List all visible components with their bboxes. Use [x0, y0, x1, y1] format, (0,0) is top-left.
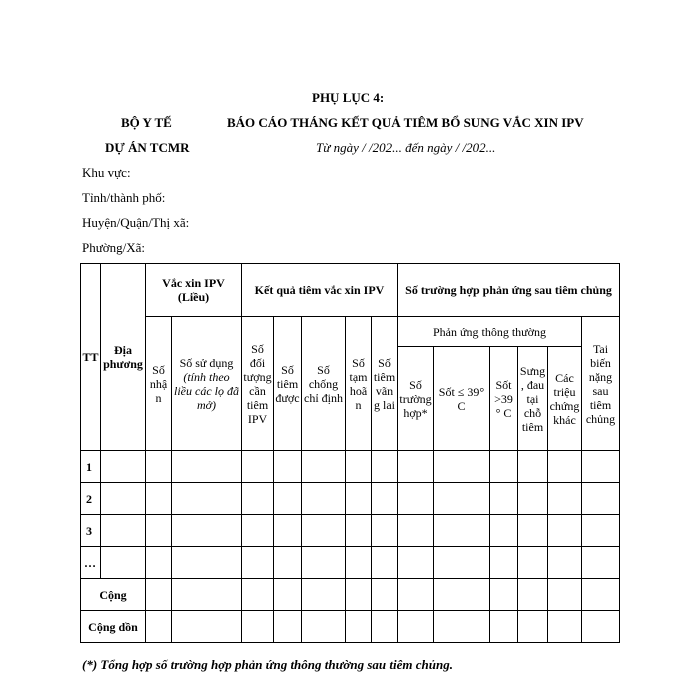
- table-cell[interactable]: [172, 483, 242, 515]
- table-cell[interactable]: [582, 515, 620, 547]
- react-fever-high: Sốt >39 ° C: [490, 347, 518, 451]
- table-cell[interactable]: [518, 483, 548, 515]
- row-ellipsis: …: [81, 547, 101, 579]
- table-cell[interactable]: [398, 611, 434, 643]
- table-cell[interactable]: [274, 579, 302, 611]
- table-cell[interactable]: [490, 515, 518, 547]
- table-cell[interactable]: [346, 515, 372, 547]
- table-cell[interactable]: [434, 483, 490, 515]
- table-cell[interactable]: [518, 451, 548, 483]
- vaccine-received: Số nhận: [146, 317, 172, 451]
- table-cell[interactable]: [146, 515, 172, 547]
- res-contraindicated: Số chống chỉ định: [302, 317, 346, 451]
- react-cases: Số trường hợp*: [398, 347, 434, 451]
- table-cell[interactable]: [518, 547, 548, 579]
- table-cell[interactable]: [518, 515, 548, 547]
- table-cell[interactable]: [274, 515, 302, 547]
- group-results: Kết quả tiêm vắc xin IPV: [242, 264, 398, 317]
- appendix-label: PHỤ LỤC 4:: [312, 90, 385, 105]
- table-cell[interactable]: [242, 483, 274, 515]
- region-field: Khu vực:: [82, 165, 131, 180]
- table-cell[interactable]: [434, 515, 490, 547]
- cumulative-row: [81, 611, 620, 643]
- table-cell[interactable]: [146, 579, 172, 611]
- vaccine-used-label: Số sử dụng: [179, 355, 234, 370]
- table-cell[interactable]: [101, 451, 146, 483]
- table-cell[interactable]: [582, 451, 620, 483]
- table-cell[interactable]: [434, 451, 490, 483]
- res-catchup: Số tiêm vãng lai: [372, 317, 398, 451]
- table-cell[interactable]: [518, 579, 548, 611]
- table-row: [81, 515, 620, 547]
- table-cell[interactable]: [302, 483, 346, 515]
- table-cell[interactable]: [172, 547, 242, 579]
- table-cell[interactable]: [146, 547, 172, 579]
- res-target: Số đối tượng cần tiêm IPV: [242, 317, 274, 451]
- table-cell[interactable]: [242, 515, 274, 547]
- province-field: Tỉnh/thành phố:: [82, 190, 166, 205]
- table-cell[interactable]: [172, 515, 242, 547]
- react-swelling: Sưng, đau tại chỗ tiêm: [518, 347, 548, 451]
- table-cell[interactable]: [172, 451, 242, 483]
- table-cell[interactable]: [490, 547, 518, 579]
- ward-field: Phường/Xã:: [82, 240, 146, 255]
- cumulative-label: Cộng dồn: [81, 611, 146, 643]
- table-cell[interactable]: [548, 611, 582, 643]
- table-row: [81, 451, 620, 483]
- table-cell[interactable]: [346, 611, 372, 643]
- footnote: (*) Tổng hợp số trường hợp phản ứng thông thường sau tiêm chủng.: [82, 657, 453, 672]
- table-cell[interactable]: [274, 483, 302, 515]
- table-cell[interactable]: [434, 611, 490, 643]
- vaccine-used: [172, 317, 242, 451]
- report-title: BÁO CÁO THÁNG KẾT QUẢ TIÊM BỔ SUNG VẮC XIN IPV: [227, 115, 584, 130]
- table-cell[interactable]: [398, 579, 434, 611]
- react-other: Các triệu chứng khác: [548, 347, 582, 451]
- table-cell[interactable]: [490, 579, 518, 611]
- table-cell[interactable]: [582, 579, 620, 611]
- table-cell[interactable]: [434, 579, 490, 611]
- table-cell[interactable]: [274, 451, 302, 483]
- table-cell[interactable]: [274, 611, 302, 643]
- table-cell[interactable]: [372, 483, 398, 515]
- react-fever-low: Sốt ≤ 39° C: [434, 347, 490, 451]
- table-cell[interactable]: [242, 547, 274, 579]
- district-field: Huyện/Quận/Thị xã:: [82, 215, 190, 230]
- table-cell[interactable]: [302, 579, 346, 611]
- table-cell[interactable]: [274, 547, 302, 579]
- res-postponed: Số tạm hoãn: [346, 317, 372, 451]
- vaccine-used-note: (tính theo liều các lọ đã mở): [174, 369, 239, 412]
- table-cell[interactable]: [372, 515, 398, 547]
- table-cell[interactable]: [434, 547, 490, 579]
- table-cell[interactable]: [346, 483, 372, 515]
- table-cell[interactable]: [518, 611, 548, 643]
- table-cell[interactable]: [490, 483, 518, 515]
- table-cell[interactable]: [398, 451, 434, 483]
- table-cell[interactable]: [302, 611, 346, 643]
- table-cell[interactable]: [398, 547, 434, 579]
- table-cell[interactable]: [548, 451, 582, 483]
- table-cell[interactable]: [582, 611, 620, 643]
- table-cell[interactable]: [372, 451, 398, 483]
- table-cell[interactable]: [242, 579, 274, 611]
- table-cell[interactable]: [172, 611, 242, 643]
- table-cell[interactable]: [548, 515, 582, 547]
- table-cell[interactable]: [172, 579, 242, 611]
- group-vaccine: Vắc xin IPV (Liều): [146, 264, 242, 317]
- report-table: [80, 263, 620, 643]
- table-row: [81, 483, 620, 515]
- table-cell[interactable]: [346, 451, 372, 483]
- table-cell[interactable]: [302, 547, 346, 579]
- total-row: [81, 579, 620, 611]
- table-cell[interactable]: [372, 611, 398, 643]
- table-cell[interactable]: [582, 483, 620, 515]
- col-location: Địa phương: [101, 264, 146, 451]
- table-cell[interactable]: [372, 547, 398, 579]
- table-cell[interactable]: [490, 451, 518, 483]
- table-cell[interactable]: [146, 611, 172, 643]
- row-number: 2: [81, 483, 101, 515]
- table-cell[interactable]: [548, 483, 582, 515]
- project-label: DỰ ÁN TCMR: [105, 140, 190, 155]
- table-cell[interactable]: [242, 451, 274, 483]
- common-reactions: Phản ứng thông thường: [398, 317, 582, 347]
- table-row: [81, 547, 620, 579]
- table-cell[interactable]: [242, 611, 274, 643]
- table-cell[interactable]: [582, 547, 620, 579]
- table-cell[interactable]: [146, 451, 172, 483]
- table-cell[interactable]: [302, 515, 346, 547]
- date-range: Từ ngày / /202... đến ngày / /202...: [316, 140, 496, 155]
- table-cell[interactable]: [146, 483, 172, 515]
- table-cell[interactable]: [548, 547, 582, 579]
- table-cell[interactable]: [346, 579, 372, 611]
- severe-events: Tai biến nặng sau tiêm chủng: [582, 317, 620, 451]
- table-cell[interactable]: [101, 483, 146, 515]
- table-cell[interactable]: [548, 579, 582, 611]
- table-cell[interactable]: [101, 515, 146, 547]
- ministry-label: BỘ Y TẾ: [121, 115, 172, 130]
- table-cell[interactable]: [372, 579, 398, 611]
- table-cell[interactable]: [101, 547, 146, 579]
- table-cell[interactable]: [490, 611, 518, 643]
- total-label: Cộng: [81, 579, 146, 611]
- table-cell[interactable]: [302, 451, 346, 483]
- table-cell[interactable]: [398, 515, 434, 547]
- row-number: 3: [81, 515, 101, 547]
- row-number: 1: [81, 451, 101, 483]
- res-vaccinated: Số tiêm được: [274, 317, 302, 451]
- table-cell[interactable]: [398, 483, 434, 515]
- table-cell[interactable]: [346, 547, 372, 579]
- col-tt: TT: [81, 264, 101, 451]
- group-reactions: Số trường hợp phản ứng sau tiêm chủng: [398, 264, 620, 317]
